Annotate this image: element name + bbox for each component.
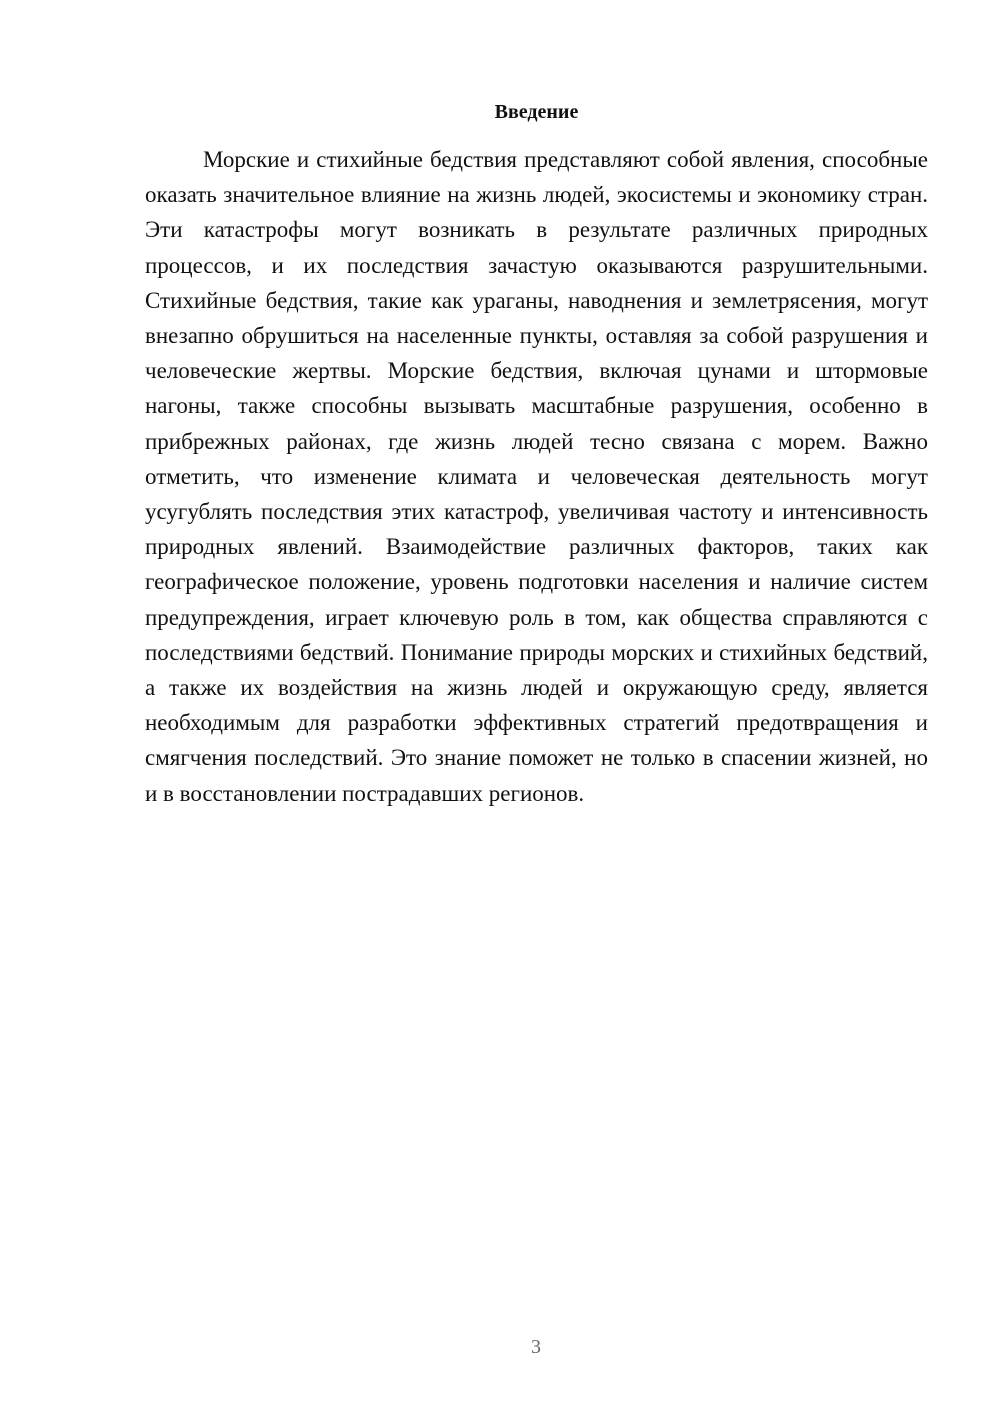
body-paragraph: Морские и стихийные бедствия представляют собой явления, способные оказать значительное влияние на жизнь людей, экосистемы и экономику стран. Эти катастрофы могут возникать в результате различных природных процессов, и их последствия зачастую оказываются разрушительными. Стихийные бедствия, такие как ураганы, наводнения и землетрясения, могут внезапно обрушиться на населенные пункты, оставляя за собой разрушения и человеческие жертвы. Морские бедствия, включая цунами и штормовые нагоны, также способны вызывать масштабные разрушения, особенно в прибрежных районах, где жизнь людей тесно связана с морем. Важно отметить, что изменение климата и человеческая деятельность могут усугублять последствия этих катастроф, увеличивая частоту и интенсивность природных явлений. Взаимодействие различных факторов, таких как географическое положение, уровень подготовки населения и наличие систем предупреждения, играет ключевую роль в том, как общества справляются с последствиями бедствий. Понимание природы морских и стихийных бедствий, а также их воздействия на жизнь людей и окружающую среду, является необходимым для разработки эффективных стратегий предотвращения и смягчения последствий. Это знание поможет не только в спасении жизней, но и в восстановлении пострадавших регионов. (145, 147, 928, 806)
section-heading: Введение (494, 101, 579, 123)
page-number: 3 (531, 1336, 541, 1358)
